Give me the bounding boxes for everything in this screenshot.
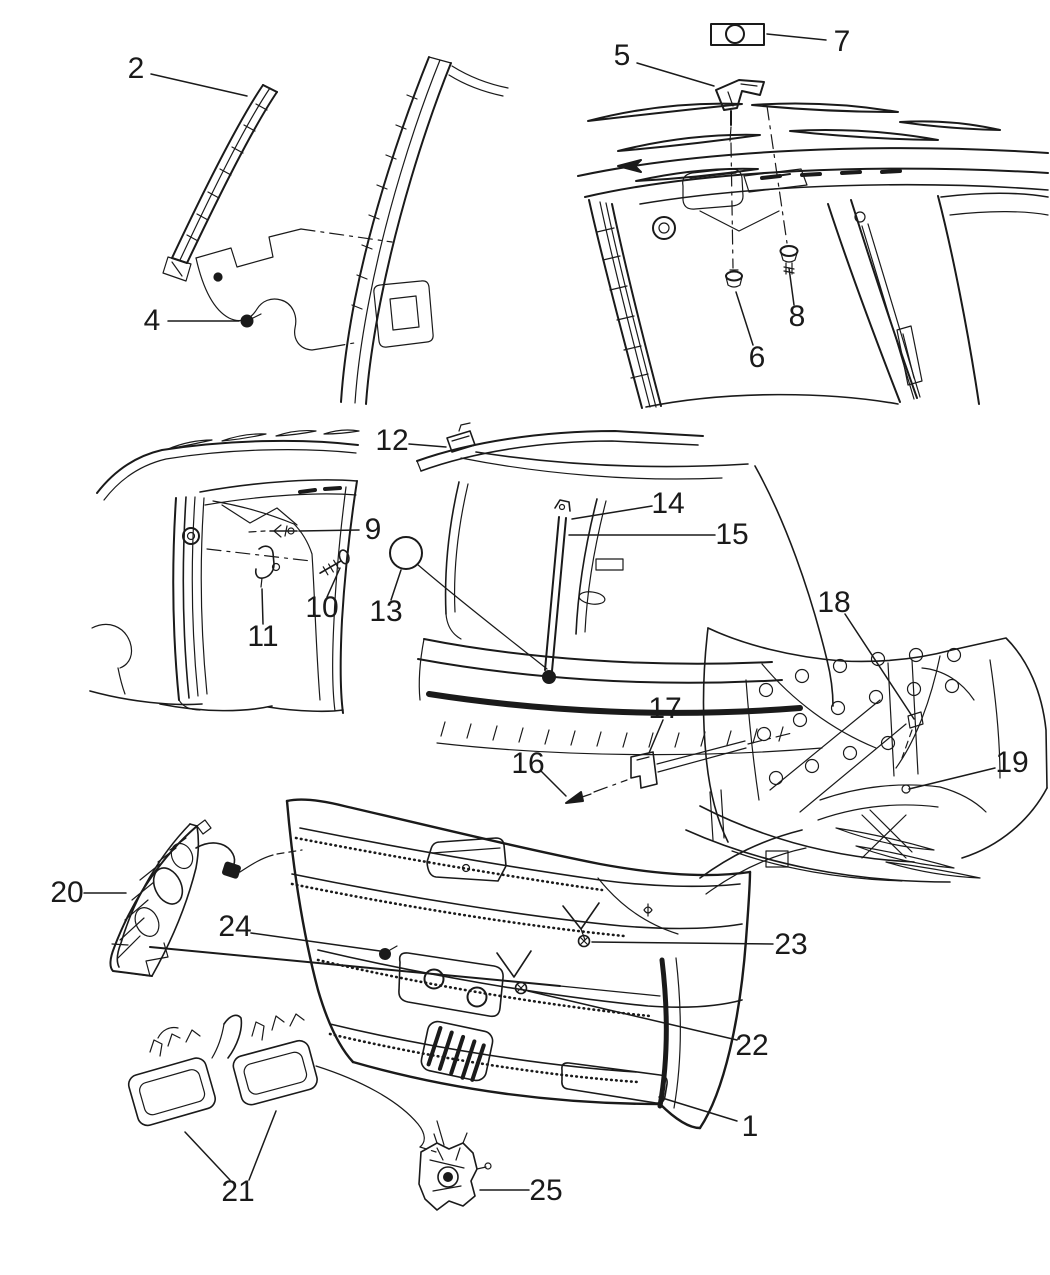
callout-label-12: 12 — [375, 424, 409, 457]
leader-line-19 — [909, 768, 995, 789]
callout-label-21: 21 — [221, 1175, 255, 1208]
callout-label-9: 9 — [364, 513, 382, 546]
callout-label-17: 17 — [648, 692, 682, 725]
callout-label-15: 15 — [715, 518, 749, 551]
leader-line-21 — [185, 1132, 230, 1180]
leader-line-12 — [409, 444, 446, 447]
callout-label-13: 13 — [369, 595, 403, 628]
leader-line-14 — [572, 506, 652, 519]
leader-line-1 — [659, 1097, 737, 1121]
callout-label-7: 7 — [833, 25, 851, 58]
callout-label-24: 24 — [218, 910, 252, 943]
leader-line-23 — [592, 942, 773, 944]
callout-label-16: 16 — [511, 747, 545, 780]
callout-label-2: 2 — [127, 52, 145, 85]
leader-line-11 — [262, 589, 263, 624]
callout-label-22: 22 — [735, 1029, 769, 1062]
callout-label-1: 1 — [741, 1110, 759, 1143]
leader-line-21 — [249, 1111, 276, 1180]
callout-label-8: 8 — [788, 300, 806, 333]
leader-line-7 — [767, 34, 826, 40]
leader-line-24 — [251, 933, 380, 951]
callout-label-4: 4 — [143, 304, 161, 337]
callout-label-25: 25 — [529, 1174, 563, 1207]
callout-label-5: 5 — [613, 39, 631, 72]
callout-label-23: 23 — [774, 928, 808, 961]
leader-line-2 — [151, 74, 247, 96]
leader-line-6 — [736, 292, 753, 345]
callout-label-6: 6 — [748, 341, 766, 374]
leader-line-16 — [541, 771, 566, 796]
leader-line-22 — [528, 991, 737, 1040]
callout-label-11: 11 — [247, 620, 279, 653]
leader-line-9 — [299, 530, 359, 531]
callout-label-20: 20 — [50, 876, 84, 909]
callout-label-14: 14 — [651, 487, 685, 520]
leader-line-5 — [637, 63, 714, 86]
callout-label-18: 18 — [817, 586, 851, 619]
callout-label-10: 10 — [305, 591, 339, 624]
callout-label-19: 19 — [995, 746, 1029, 779]
leader-line-18 — [845, 614, 914, 719]
